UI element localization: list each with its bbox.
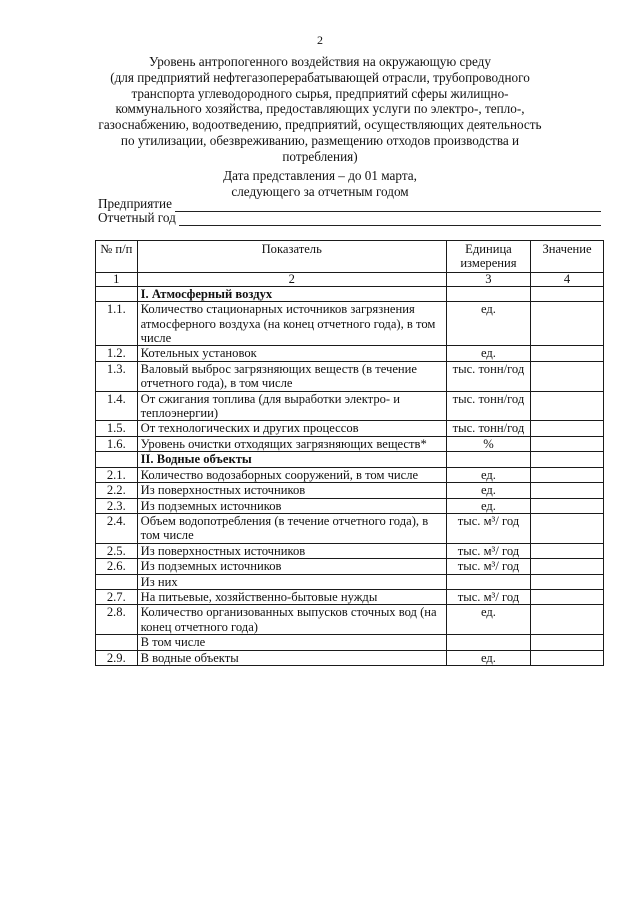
table-row bbox=[96, 346, 604, 361]
table-section-row bbox=[96, 452, 604, 467]
row-value[interactable] bbox=[531, 559, 604, 574]
row-unit: тыс. м³/ год bbox=[446, 589, 530, 604]
row-value[interactable] bbox=[531, 467, 604, 482]
row-number: 2.9. bbox=[96, 650, 138, 665]
row-number: 2.1. bbox=[96, 467, 138, 482]
row-value[interactable] bbox=[531, 436, 604, 451]
row-number: 2.4. bbox=[96, 513, 138, 543]
row-indicator: Котельных установок bbox=[137, 346, 446, 361]
deadline-line: следующего за отчетным годом bbox=[231, 183, 409, 199]
row-value[interactable] bbox=[531, 302, 604, 346]
row-value[interactable] bbox=[531, 513, 604, 543]
title-line: (для предприятий нефтегазоперерабатывающей отрасли, трубопроводного bbox=[110, 69, 530, 85]
row-indicator: От технологических и других процессов bbox=[137, 421, 446, 436]
row-indicator: Из поверхностных источников bbox=[137, 483, 446, 498]
reporting-year-input-line[interactable] bbox=[179, 213, 601, 226]
row-unit: тыс. тонн/год bbox=[446, 361, 530, 391]
column-number-row bbox=[96, 272, 604, 286]
row-number: 1.1. bbox=[96, 302, 138, 346]
row-indicator: В водные объекты bbox=[137, 650, 446, 665]
row-unit bbox=[446, 286, 530, 301]
row-indicator: Из подземных источников bbox=[137, 498, 446, 513]
table-row bbox=[96, 513, 604, 543]
deadline-line: Дата представления – до 01 марта, bbox=[223, 168, 417, 183]
row-unit: ед. bbox=[446, 605, 530, 635]
row-value[interactable] bbox=[531, 605, 604, 635]
row-value[interactable] bbox=[531, 346, 604, 361]
table-row bbox=[96, 483, 604, 498]
row-number: 2.5. bbox=[96, 543, 138, 558]
row-indicator: Объем водопотребления (в течение отчетного года), в том числе bbox=[137, 513, 446, 543]
row-unit: ед. bbox=[446, 483, 530, 498]
row-value[interactable] bbox=[531, 635, 604, 650]
row-number bbox=[96, 635, 138, 650]
row-unit: тыс. тонн/год bbox=[446, 421, 530, 436]
row-number: 2.2. bbox=[96, 483, 138, 498]
row-indicator: I. Атмосферный воздух bbox=[137, 286, 446, 301]
row-number: 1.4. bbox=[96, 391, 138, 421]
reporting-year-field bbox=[98, 210, 601, 226]
column-number: 1 bbox=[96, 272, 138, 286]
title-line: транспорта углеводородного сырья, предприятий сферы жилищно- bbox=[131, 85, 509, 101]
table-row bbox=[96, 635, 604, 650]
row-value[interactable] bbox=[531, 286, 604, 301]
column-number: 4 bbox=[531, 272, 604, 286]
column-number: 2 bbox=[137, 272, 446, 286]
indicators-table bbox=[95, 240, 604, 666]
reporting-year-label: Отчетный год bbox=[98, 210, 176, 225]
table-row bbox=[96, 650, 604, 665]
title-line: потребления) bbox=[282, 148, 358, 164]
row-indicator: II. Водные объекты bbox=[137, 452, 446, 467]
row-number: 1.6. bbox=[96, 436, 138, 451]
row-number: 1.2. bbox=[96, 346, 138, 361]
row-indicator: На питьевые, хозяйственно-бытовые нужды bbox=[137, 589, 446, 604]
row-indicator: В том числе bbox=[137, 635, 446, 650]
table-row bbox=[96, 559, 604, 574]
row-indicator: Из поверхностных источников bbox=[137, 543, 446, 558]
row-unit: ед. bbox=[446, 650, 530, 665]
title-line: по утилизации, обезвреживанию, размещению отходов производства и bbox=[120, 132, 520, 148]
table-row bbox=[96, 498, 604, 513]
title-line: Уровень антропогенного воздействия на окружающую среду bbox=[149, 54, 491, 69]
row-value[interactable] bbox=[531, 452, 604, 467]
row-unit: ед. bbox=[446, 302, 530, 346]
row-value[interactable] bbox=[531, 574, 604, 589]
table-row bbox=[96, 421, 604, 436]
title-line: коммунального хозяйства, предоставляющих услуги по электро-, тепло-, bbox=[115, 101, 525, 117]
row-value[interactable] bbox=[531, 391, 604, 421]
document-title bbox=[80, 54, 560, 165]
row-number: 2.8. bbox=[96, 605, 138, 635]
row-indicator: Количество организованных выпусков сточных вод (на конец отчетного года) bbox=[137, 605, 446, 635]
row-indicator: Из подземных источников bbox=[137, 559, 446, 574]
row-unit bbox=[446, 635, 530, 650]
header-value: Значение bbox=[531, 241, 604, 273]
row-unit: тыс. м³/ год bbox=[446, 513, 530, 543]
row-number: 1.5. bbox=[96, 421, 138, 436]
table-row bbox=[96, 589, 604, 604]
row-number: 1.3. bbox=[96, 361, 138, 391]
row-indicator: От сжигания топлива (для выработки электро- и теплоэнергии) bbox=[137, 391, 446, 421]
row-indicator: Уровень очистки отходящих загрязняющих веществ* bbox=[137, 436, 446, 451]
row-number: 2.7. bbox=[96, 589, 138, 604]
row-indicator: Количество стационарных источников загрязнения атмосферного воздуха (на конец отчетного года), в том числе bbox=[137, 302, 446, 346]
row-unit bbox=[446, 574, 530, 589]
header-number: № п/п bbox=[96, 241, 138, 273]
row-unit: ед. bbox=[446, 498, 530, 513]
table-row bbox=[96, 574, 604, 589]
row-unit: тыс. м³/ год bbox=[446, 543, 530, 558]
table-section-row bbox=[96, 286, 604, 301]
row-value[interactable] bbox=[531, 483, 604, 498]
row-value[interactable] bbox=[531, 589, 604, 604]
row-number bbox=[96, 574, 138, 589]
column-number: 3 bbox=[446, 272, 530, 286]
table-row bbox=[96, 391, 604, 421]
table-row bbox=[96, 436, 604, 451]
row-unit: ед. bbox=[446, 467, 530, 482]
row-unit: ед. bbox=[446, 346, 530, 361]
row-indicator: Количество водозаборных сооружений, в том числе bbox=[137, 467, 446, 482]
page-number: 2 bbox=[317, 33, 323, 47]
row-value[interactable] bbox=[531, 543, 604, 558]
row-value[interactable] bbox=[531, 361, 604, 391]
row-value[interactable] bbox=[531, 650, 604, 665]
table-row bbox=[96, 543, 604, 558]
row-indicator: Валовый выброс загрязняющих веществ (в течение отчетного года), в том числе bbox=[137, 361, 446, 391]
row-unit: тыс. тонн/год bbox=[446, 391, 530, 421]
organization-label: Предприятие bbox=[98, 196, 172, 211]
row-unit: % bbox=[446, 436, 530, 451]
header-unit: Единица измерения bbox=[446, 241, 530, 273]
row-unit bbox=[446, 452, 530, 467]
header-indicator: Показатель bbox=[137, 241, 446, 273]
row-value[interactable] bbox=[531, 498, 604, 513]
table-row bbox=[96, 361, 604, 391]
table-row bbox=[96, 467, 604, 482]
submission-deadline bbox=[80, 168, 560, 200]
row-number: 2.3. bbox=[96, 498, 138, 513]
table-header-row bbox=[96, 241, 604, 273]
row-number: 2.6. bbox=[96, 559, 138, 574]
table-row bbox=[96, 302, 604, 346]
row-number bbox=[96, 286, 138, 301]
row-unit: тыс. м³/ год bbox=[446, 559, 530, 574]
title-line: газоснабжению, водоотведению, предприятий, осуществляющих деятельность bbox=[98, 117, 542, 133]
table-row bbox=[96, 605, 604, 635]
row-indicator: Из них bbox=[137, 574, 446, 589]
row-number bbox=[96, 452, 138, 467]
row-value[interactable] bbox=[531, 421, 604, 436]
